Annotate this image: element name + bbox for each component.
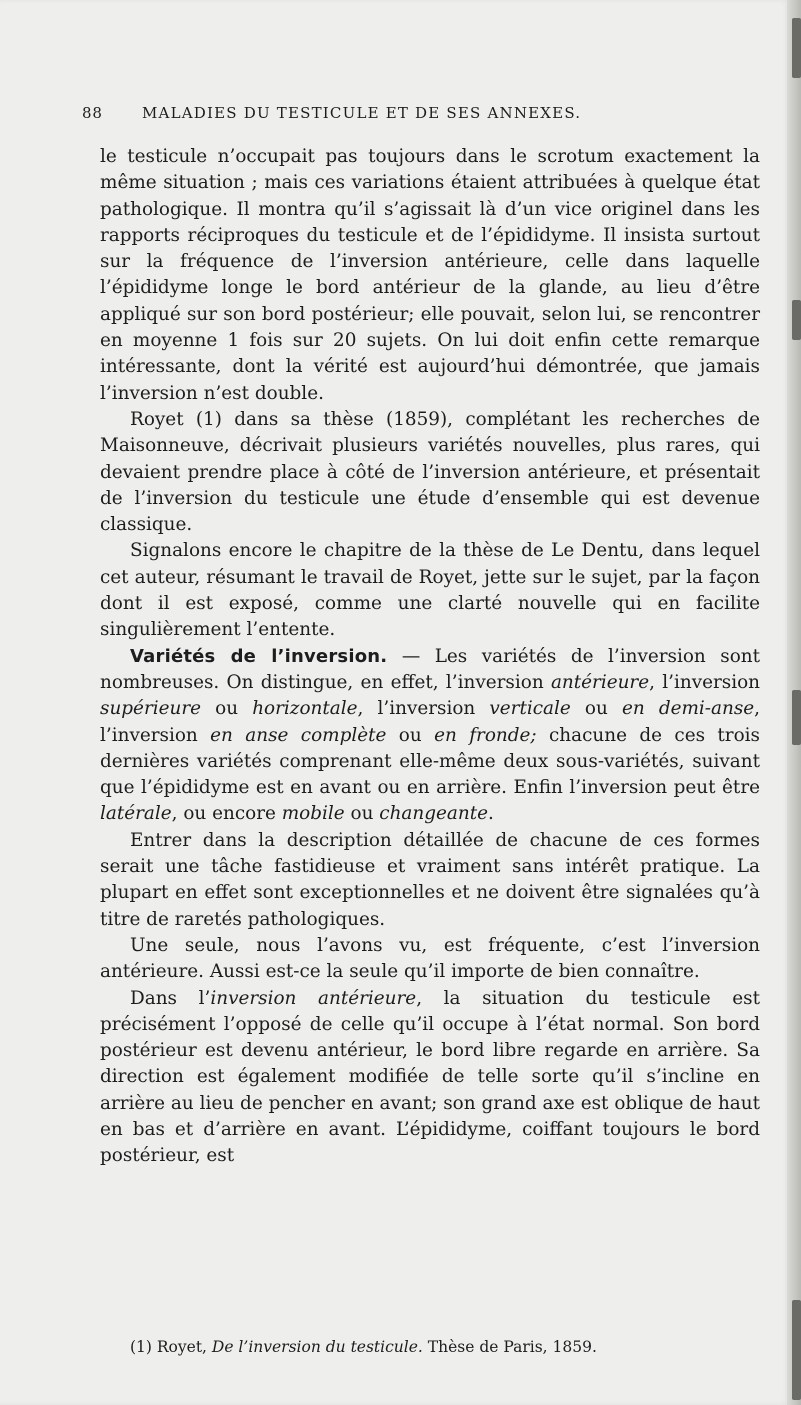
italic-term: en fronde; bbox=[434, 724, 537, 746]
edge-mark bbox=[792, 300, 801, 340]
text-run: ou bbox=[570, 698, 622, 720]
edge-mark bbox=[792, 18, 801, 78]
footnote bbox=[130, 1337, 760, 1357]
text-run: ou bbox=[201, 698, 253, 720]
italic-term: antérieure bbox=[550, 671, 650, 693]
text-run: , l’inversion bbox=[100, 698, 761, 746]
text-run: chacune de ces trois dernières variétés comprenant elle-même deux sous-variétés, suivant que l’épididyme est en avant ou en arrière. Enfin l’inversion peut être bbox=[100, 724, 760, 799]
section-heading: Variétés de l’inversion. bbox=[130, 645, 388, 667]
text-run: , ou encore bbox=[171, 803, 282, 825]
text-run: , l’inversion bbox=[649, 671, 761, 693]
edge-mark bbox=[792, 1300, 801, 1400]
paragraph-2: Royet (1) dans sa thèse (1859), complétant les recherches de Maisonneuve, décrivait plusieurs variétés nouvelles, plus rares, qui devaient prendre place à côté de l’inversion antérieure, et présentait de l’inversion du testicule une étude d’ensemble qui est devenue classique. bbox=[100, 408, 760, 536]
page-number: 88 bbox=[82, 104, 103, 122]
text-run: ou bbox=[344, 803, 380, 825]
text-run: , l’inversion bbox=[357, 698, 490, 720]
italic-term: supérieure bbox=[100, 698, 202, 720]
italic-term: inversion antérieure bbox=[210, 987, 417, 1009]
italic-term: horizontale bbox=[252, 698, 358, 720]
italic-term: en demi-anse bbox=[621, 698, 755, 720]
italic-term: latérale bbox=[100, 803, 172, 825]
paragraph-4 bbox=[100, 644, 760, 828]
edge-mark bbox=[792, 690, 801, 745]
text-run: Thèse de Paris, 1859. bbox=[422, 1338, 597, 1356]
italic-term: en anse complète bbox=[210, 724, 387, 746]
text-run: , la situation du testicule est précisément l’opposé de celle qu’il occupe à l’état normal. Son bord postérieur est devenu antérieur, le bord libre regarde en arrière. Sa direction est également modifiée de telle sorte qu’il s’incline en arrière au lieu de pencher en avant; son grand axe est oblique de haut en bas et d’arrière en avant. L’épididyme, coiffant toujours le bord postérieur, est bbox=[100, 987, 760, 1167]
text-run: (1) Royet, bbox=[130, 1338, 212, 1356]
paragraph-1: le testicule n’occupait pas toujours dans le scrotum exactement la même situation ; mais ces variations étaient attribuées à quelque état pathologique. Il montra qu’il s’agissait là d’un vice originel dans les rapports réciproques du testicule et de l’épididyme. Il insista surtout sur la fréquence de l’inversion antérieure, celle dans laquelle l’épididyme longe le bord antérieur de la glande, au lieu d’être appliqué sur son bord postérieur; elle pouvait, selon lui, se rencontrer en moyenne 1 fois sur 20 sujets. On lui doit enfin cette remarque intéressante, dont la vérité est aujourd’hui démontrée, que jamais l’inversion n’est double. bbox=[100, 146, 760, 404]
body-text bbox=[100, 144, 760, 1170]
italic-term: verticale bbox=[489, 698, 571, 720]
text-run: . bbox=[487, 803, 494, 825]
paragraph-5: Entrer dans la description détaillée de chacune de ces formes serait une tâche fastidieuse et vraiment sans intérêt pratique. La plupart en effet sont exceptionnelles et ne doivent être signalées qu’à titre de raretés pathologiques. bbox=[100, 829, 760, 930]
paragraph-7 bbox=[100, 986, 760, 1170]
paragraph-3: Signalons encore le chapitre de la thèse de Le Dentu, dans lequel cet auteur, résumant le travail de Royet, jette sur le sujet, par la façon dont il est exposé, comme une clarté nouvelle qui en facilite singulièrement l’entente. bbox=[100, 540, 760, 641]
text-run: Dans l’ bbox=[130, 987, 211, 1009]
text-run: — Les variétés de l’inversion sont nombreuses. On distingue, en effet, l’inversion bbox=[100, 645, 761, 693]
paragraph-6: Une seule, nous l’avons vu, est fréquente, c’est l’inversion antérieure. Aussi est-ce la seule qu’il importe de bien connaître. bbox=[100, 934, 760, 983]
italic-term: changeante bbox=[379, 803, 488, 825]
page-edge-tabs bbox=[787, 0, 801, 1405]
text-run: ou bbox=[386, 724, 435, 746]
italic-term: mobile bbox=[281, 803, 345, 825]
italic-title: De l’inversion du testicule. bbox=[211, 1338, 423, 1356]
running-title: MALADIES DU TESTICULE ET DE SES ANNEXES. bbox=[142, 104, 582, 122]
